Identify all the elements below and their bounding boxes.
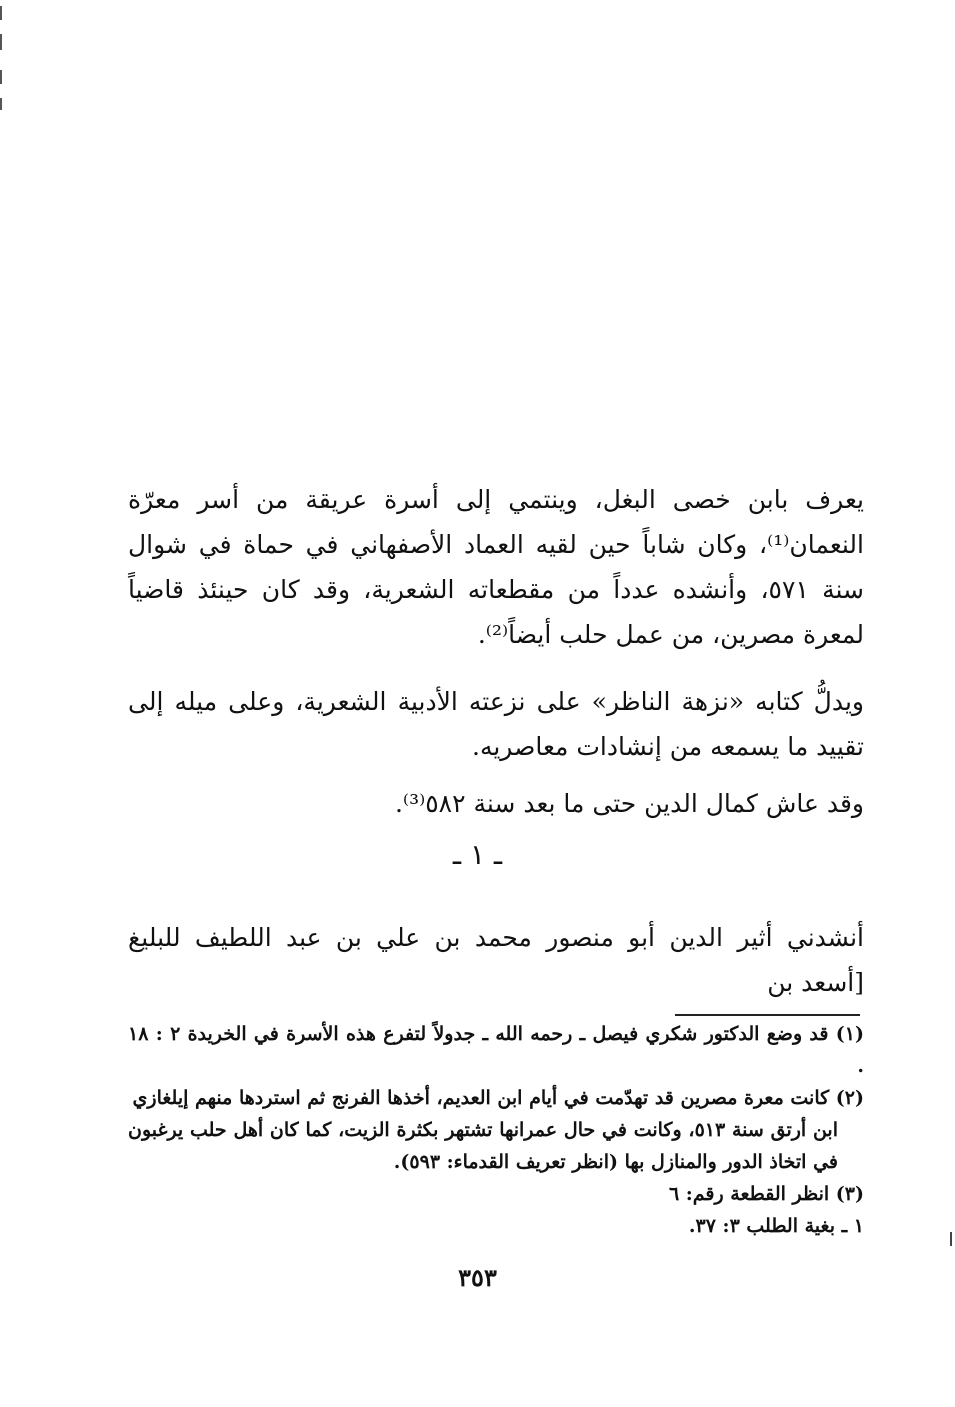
- scan-edge-marks: [0, 0, 6, 120]
- footnote-1: (١) قد وضع الدكتور شكري فيصل ـ رحمه الله ـ جدولاً لتفرع هذه الأسرة في الخريدة ٢ : ١٨ .: [128, 1023, 864, 1077]
- footnote-2: (٢) كانت معرة مصرين قد تهدّمت في أيام ابن العديم، أخذها الفرنج ثم استردها منهم إيلغازي: [132, 1087, 864, 1109]
- scan-edge-mark-right: [950, 1232, 952, 1246]
- poem-introduction: أنشدني أثير الدين أبو منصور محمد بن علي بن عبد اللطيف للبليغ [أسعد بن: [128, 923, 864, 997]
- paragraph-death-date: وقد عاش كمال الدين حتى ما بعد سنة ٥٨٢⁽³⁾.: [394, 789, 864, 818]
- footnotes: [128, 1018, 864, 1242]
- paragraph-biography: يعرف بابن خصى البغل، وينتمي إلى أسرة عريقة من أسر معرّة النعمان⁽¹⁾، وكان شاباً حين لقيه العماد الأصفهاني في حماة في شوال سنة ٥٧١، وأنشده عدداً من مقطعاته الشعرية، وقد كان حينئذ قاضياً لمعرة مصرين، من عمل حلب أيضاً⁽²⁾.: [128, 485, 864, 649]
- page-number: ٣٥٣: [458, 1263, 497, 1292]
- paragraph-book: ويدلُّ كتابه «نزهة الناظر» على نزعته الأدبية الشعرية، وعلى ميله إلى تقييد ما يسمعه من إنشادات معاصريه.: [128, 687, 864, 761]
- footnote-3: (٣) انظر القطعة رقم: ٦: [668, 1183, 864, 1205]
- section-number: ـ ١ ـ: [452, 838, 503, 871]
- footnote-2-continuation: ابن أرتق سنة ٥١٣، وكانت في حال عمرانها تشتهر بكثرة الزيت، كما كان أهل حلب يرغبون في اتخاذ الدور والمنازل بها (انظر تعريف القدماء: ٥٩٣).: [128, 1119, 838, 1173]
- footnote-divider: [675, 1014, 860, 1016]
- footnote-source: ١ ـ بغية الطلب ٣: ٣٧.: [688, 1215, 864, 1237]
